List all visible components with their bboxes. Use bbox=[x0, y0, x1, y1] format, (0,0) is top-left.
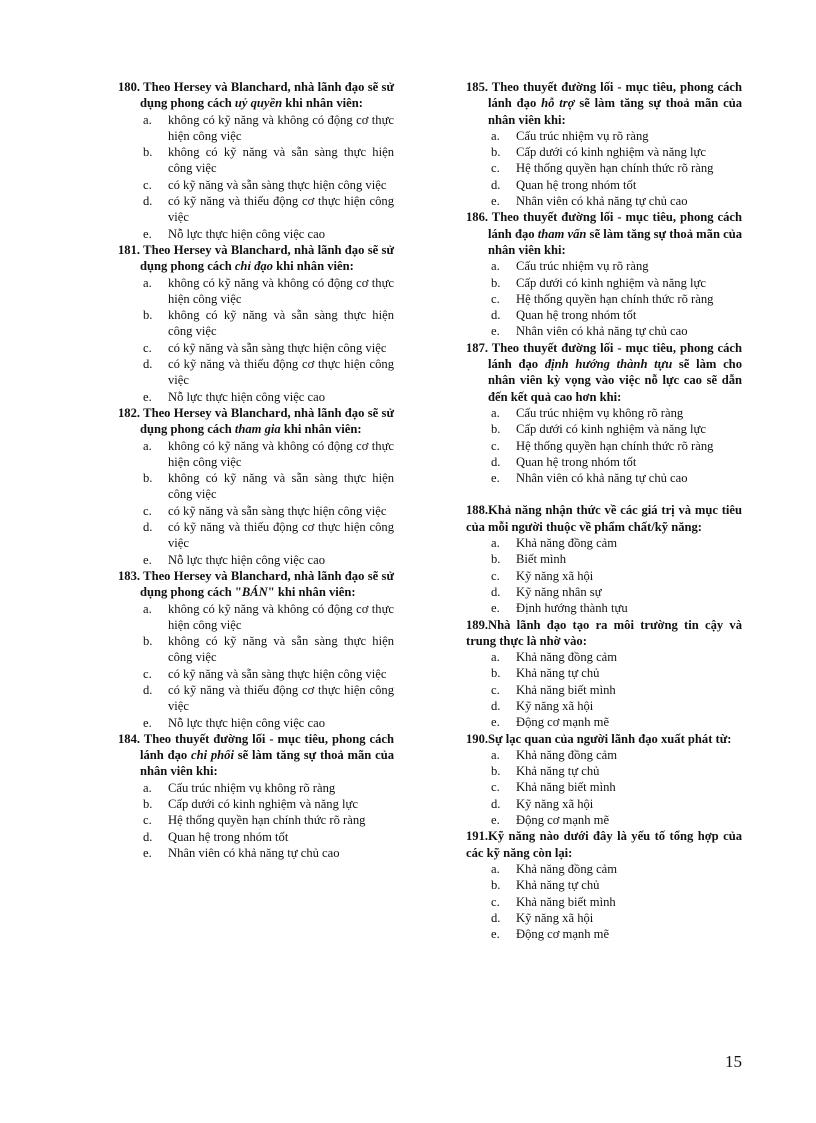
option-text: không có kỹ năng và sẵn sàng thực hiện công việc bbox=[168, 471, 394, 502]
answer-option bbox=[466, 812, 742, 828]
question-block bbox=[466, 209, 742, 339]
answer-option bbox=[118, 633, 394, 666]
option-letter: a. bbox=[491, 405, 500, 420]
option-letter: b. bbox=[143, 471, 153, 486]
question-text bbox=[118, 731, 394, 780]
answer-option bbox=[466, 144, 742, 160]
option-letter: d. bbox=[143, 520, 153, 535]
option-text: Khả năng tự chủ bbox=[516, 764, 600, 779]
answer-option bbox=[466, 177, 742, 193]
question-block bbox=[466, 502, 742, 616]
question-number: 180. bbox=[118, 80, 141, 94]
answer-option bbox=[118, 780, 394, 796]
question-emphasis: BÁN bbox=[241, 585, 268, 600]
answer-option bbox=[118, 226, 394, 242]
option-text: Nhân viên có khả năng tự chủ cao bbox=[516, 471, 688, 486]
option-letter: e. bbox=[143, 226, 152, 241]
option-text: Hệ thống quyền hạn chính thức rõ ràng bbox=[516, 161, 714, 176]
question-block bbox=[118, 242, 394, 405]
option-letter: a. bbox=[491, 861, 500, 876]
answer-option bbox=[118, 193, 394, 226]
option-text: có kỹ năng và thiếu động cơ thực hiện công việc bbox=[168, 520, 394, 551]
option-text: Khả năng tự chủ bbox=[516, 666, 600, 681]
question-stem: Sự lạc quan của người lãnh đạo xuất phát từ: bbox=[488, 731, 732, 746]
option-text: Cấp dưới có kinh nghiệm và năng lực bbox=[516, 275, 706, 290]
question-emphasis: định hướng thành tựu bbox=[544, 357, 673, 372]
option-letter: e. bbox=[143, 389, 152, 404]
question-number: 190. bbox=[466, 731, 489, 746]
answer-option bbox=[466, 796, 742, 812]
answer-option bbox=[466, 551, 742, 567]
option-letter: d. bbox=[491, 454, 501, 469]
answer-option bbox=[118, 438, 394, 471]
option-text: Hệ thống quyền hạn chính thức rõ ràng bbox=[516, 291, 714, 306]
question-block bbox=[466, 340, 742, 487]
question-block bbox=[118, 731, 394, 861]
option-letter: c. bbox=[143, 503, 152, 518]
option-text: Kỹ năng xã hội bbox=[516, 698, 594, 713]
question-stem: Kỹ năng nào dưới đây là yếu tố tổng hợp của các kỹ năng còn lại: bbox=[466, 829, 742, 860]
answer-option bbox=[466, 470, 742, 486]
option-letter: e. bbox=[491, 813, 500, 828]
answer-option bbox=[118, 812, 394, 828]
option-text: Khả năng đồng cảm bbox=[516, 536, 618, 551]
question-text bbox=[466, 617, 742, 650]
question-number: 188. bbox=[466, 503, 489, 518]
option-letter: e. bbox=[143, 715, 152, 730]
question-stem: Khả năng nhận thức về các giá trị và mục tiêu của mỗi người thuộc về phẩm chất/kỹ năng: bbox=[466, 503, 742, 534]
option-letter: c. bbox=[491, 438, 500, 453]
option-letter: b. bbox=[491, 666, 501, 681]
option-text: Kỹ năng xã hội bbox=[516, 910, 594, 925]
question-stem: Theo Hersey và Blanchard, nhà lãnh đạo sẽ sử dụng phong cách bbox=[140, 80, 395, 111]
option-text: Động cơ mạnh mẽ bbox=[516, 715, 610, 730]
option-letter: c. bbox=[491, 682, 500, 697]
option-text: Cấu trúc nhiệm vụ không rõ ràng bbox=[516, 405, 684, 420]
answer-option bbox=[118, 275, 394, 308]
answer-option bbox=[466, 747, 742, 763]
option-text: Cấu trúc nhiệm vụ không rõ ràng bbox=[168, 780, 336, 795]
option-text: Định hướng thành tựu bbox=[516, 601, 628, 616]
option-letter: c. bbox=[491, 894, 500, 909]
question-stem: Theo Hersey và Blanchard, nhà lãnh đạo sẽ sử dụng phong cách bbox=[140, 242, 395, 274]
question-block bbox=[118, 405, 394, 568]
option-text: có kỹ năng và thiếu động cơ thực hiện công việc bbox=[168, 357, 394, 388]
question-stem: Nhà lãnh đạo tạo ra môi trường tin cậy và trung thực là nhờ vào: bbox=[466, 617, 742, 648]
option-letter: a. bbox=[491, 650, 500, 665]
answer-option bbox=[118, 666, 394, 682]
question-number: 187. bbox=[466, 340, 489, 355]
answer-option bbox=[466, 258, 742, 274]
answer-option bbox=[466, 698, 742, 714]
question-stem-end: sẽ làm tăng sự thoả mãn của nhân viên khi: bbox=[140, 748, 394, 779]
option-text: Khả năng biết mình bbox=[516, 682, 616, 697]
question-number: 186. bbox=[466, 210, 489, 225]
question-stem: Theo Hersey và Blanchard, nhà lãnh đạo sẽ sử dụng phong cách bbox=[140, 405, 395, 437]
answer-option bbox=[118, 112, 394, 145]
option-text: Kỹ năng xã hội bbox=[516, 568, 594, 583]
option-letter: b. bbox=[491, 878, 501, 893]
question-number: 181. bbox=[118, 242, 141, 257]
option-text: Động cơ mạnh mẽ bbox=[516, 927, 610, 942]
answer-option bbox=[466, 438, 742, 454]
option-text: không có kỹ năng và sẵn sàng thực hiện công việc bbox=[168, 634, 394, 665]
answer-option bbox=[466, 649, 742, 665]
answer-option bbox=[118, 519, 394, 552]
question-block bbox=[466, 828, 742, 942]
option-text: Khả năng tự chủ bbox=[516, 878, 600, 893]
option-letter: a. bbox=[491, 259, 500, 274]
answer-option bbox=[466, 323, 742, 339]
answer-option bbox=[466, 861, 742, 877]
answer-option bbox=[466, 763, 742, 779]
option-text: Nỗ lực thực hiện công việc cao bbox=[168, 226, 326, 241]
option-letter: a. bbox=[491, 747, 500, 762]
answer-option bbox=[466, 779, 742, 795]
option-letter: b. bbox=[491, 764, 501, 779]
spacer bbox=[466, 486, 742, 502]
answer-option bbox=[466, 894, 742, 910]
answer-option bbox=[118, 829, 394, 845]
option-letter: a. bbox=[143, 601, 152, 616]
question-text bbox=[466, 209, 742, 258]
option-text: Khả năng đồng cảm bbox=[516, 861, 618, 876]
option-text: Quan hệ trong nhóm tốt bbox=[516, 308, 637, 323]
option-letter: a. bbox=[143, 438, 152, 453]
question-text bbox=[118, 242, 394, 275]
answer-option bbox=[466, 877, 742, 893]
question-stem: Theo Hersey và Blanchard, nhà lãnh đạo sẽ sử dụng phong cách " bbox=[140, 568, 395, 600]
option-text: Động cơ mạnh mẽ bbox=[516, 813, 610, 828]
answer-option bbox=[118, 389, 394, 405]
option-text: Nhân viên có khả năng tự chủ cao bbox=[168, 845, 340, 860]
option-letter: b. bbox=[143, 797, 153, 812]
question-text bbox=[466, 340, 742, 405]
answer-option bbox=[466, 291, 742, 307]
left-column bbox=[118, 79, 394, 861]
option-text: không có kỹ năng và sẵn sàng thực hiện công việc bbox=[168, 145, 394, 176]
question-text bbox=[466, 79, 742, 128]
option-text: có kỹ năng và thiếu động cơ thực hiện công việc bbox=[168, 682, 394, 714]
option-letter: a. bbox=[143, 112, 152, 127]
question-stem: Theo thuyết đường lối - mục tiêu, phong cách lánh đạo bbox=[488, 210, 743, 241]
answer-option bbox=[466, 535, 742, 551]
right-column bbox=[466, 79, 742, 942]
option-letter: d. bbox=[491, 308, 501, 323]
option-text: Quan hệ trong nhóm tốt bbox=[516, 454, 637, 469]
answer-option bbox=[118, 845, 394, 861]
option-text: Cấu trúc nhiệm vụ rõ ràng bbox=[516, 259, 649, 274]
question-stem-end: " khi nhân viên: bbox=[267, 585, 356, 600]
option-letter: c. bbox=[143, 666, 152, 681]
question-stem-end: khi nhân viên: bbox=[280, 422, 362, 437]
question-block bbox=[466, 617, 742, 731]
question-number: 189. bbox=[466, 617, 489, 632]
answer-option bbox=[466, 160, 742, 176]
option-letter: a. bbox=[143, 275, 152, 290]
option-letter: e. bbox=[491, 715, 500, 730]
question-stem-end: khi nhân viên: bbox=[282, 96, 363, 111]
answer-option bbox=[118, 503, 394, 519]
option-text: Nỗ lực thực hiện công việc cao bbox=[168, 389, 326, 404]
option-text: không có kỹ năng và không có động cơ thực hiện công việc bbox=[168, 601, 394, 632]
question-stem: Theo thuyết đường lối - mục tiêu, phong cách lánh đạo bbox=[140, 731, 395, 763]
question-number: 182. bbox=[118, 405, 141, 420]
option-text: không có kỹ năng và không có động cơ thực hiện công việc bbox=[168, 112, 394, 143]
answer-option bbox=[466, 275, 742, 291]
option-letter: d. bbox=[143, 357, 153, 372]
option-letter: d. bbox=[143, 829, 153, 844]
question-block bbox=[118, 568, 394, 731]
option-letter: b. bbox=[491, 145, 501, 160]
option-letter: c. bbox=[491, 568, 500, 583]
answer-option bbox=[466, 568, 742, 584]
option-letter: c. bbox=[491, 161, 500, 176]
question-number: 185. bbox=[466, 80, 489, 94]
option-letter: c. bbox=[143, 813, 152, 828]
question-stem-end: sẽ làm cho nhân viên kỳ vọng vào việc nỗ lực cao sẽ dẫn đến kết quả cao hơn khi: bbox=[488, 357, 742, 404]
option-text: không có kỹ năng và sẵn sàng thực hiện công việc bbox=[168, 308, 394, 339]
question-block bbox=[118, 79, 394, 242]
option-text: Quan hệ trong nhóm tốt bbox=[168, 829, 289, 844]
option-text: có kỹ năng và sẵn sàng thực hiện công việc bbox=[168, 503, 387, 518]
option-text: có kỹ năng và sẵn sàng thực hiện công việc bbox=[168, 666, 387, 681]
answer-option bbox=[118, 715, 394, 731]
option-text: Hệ thống quyền hạn chính thức rõ ràng bbox=[168, 813, 366, 828]
question-text bbox=[466, 731, 742, 747]
option-letter: e. bbox=[143, 552, 152, 567]
question-stem: Theo thuyết đường lối - mục tiêu, phong cách lánh đạo bbox=[488, 80, 743, 111]
option-letter: a. bbox=[143, 780, 152, 795]
answer-option bbox=[466, 682, 742, 698]
question-block bbox=[466, 731, 742, 829]
question-text bbox=[118, 405, 394, 438]
answer-option bbox=[466, 454, 742, 470]
option-text: Cấp dưới có kinh nghiệm và năng lực bbox=[168, 797, 358, 812]
answer-option bbox=[466, 910, 742, 926]
option-text: Kỹ năng nhân sự bbox=[516, 584, 602, 599]
question-emphasis: uỷ quyền bbox=[234, 96, 283, 111]
option-letter: b. bbox=[491, 422, 501, 437]
option-text: Cấp dưới có kinh nghiệm và năng lực bbox=[516, 422, 706, 437]
option-letter: d. bbox=[491, 177, 501, 192]
option-text: không có kỹ năng và không có động cơ thực hiện công việc bbox=[168, 275, 394, 306]
option-text: có kỹ năng và sẵn sàng thực hiện công việc bbox=[168, 177, 387, 192]
question-text bbox=[118, 79, 394, 112]
answer-option bbox=[118, 796, 394, 812]
option-letter: d. bbox=[491, 796, 501, 811]
option-text: Khả năng biết mình bbox=[516, 894, 616, 909]
answer-option bbox=[466, 307, 742, 323]
answer-option bbox=[466, 926, 742, 942]
option-letter: d. bbox=[491, 910, 501, 925]
option-letter: c. bbox=[143, 177, 152, 192]
option-letter: c. bbox=[491, 291, 500, 306]
option-letter: b. bbox=[143, 634, 153, 649]
answer-option bbox=[118, 470, 394, 503]
option-letter: a. bbox=[491, 128, 500, 143]
option-text: Khả năng biết mình bbox=[516, 780, 616, 795]
question-stem-end: sẽ làm tăng sự thoả mãn của nhân viên khi: bbox=[488, 226, 743, 257]
option-text: Khả năng đồng cảm bbox=[516, 747, 618, 762]
option-letter: b. bbox=[143, 308, 153, 323]
option-letter: d. bbox=[491, 698, 501, 713]
option-letter: b. bbox=[491, 275, 501, 290]
option-letter: c. bbox=[143, 340, 152, 355]
option-text: có kỹ năng và sẵn sàng thực hiện công việc bbox=[168, 340, 387, 355]
answer-option bbox=[466, 128, 742, 144]
question-text bbox=[466, 502, 742, 535]
option-letter: b. bbox=[491, 552, 501, 567]
option-letter: d. bbox=[491, 584, 501, 599]
question-stem-end: sẽ làm tăng sự thoả mãn của nhân viên khi: bbox=[488, 96, 743, 127]
option-text: Biết mình bbox=[516, 552, 567, 567]
question-text bbox=[118, 568, 394, 601]
answer-option bbox=[466, 600, 742, 616]
option-letter: e. bbox=[491, 324, 500, 339]
answer-option bbox=[466, 665, 742, 681]
answer-option bbox=[118, 144, 394, 177]
option-text: Nhân viên có khả năng tự chủ cao bbox=[516, 194, 688, 209]
question-block bbox=[466, 79, 742, 209]
option-letter: e. bbox=[491, 471, 500, 486]
question-emphasis: chỉ đạo bbox=[234, 259, 273, 274]
question-stem: Theo thuyết đường lối - mục tiêu, phong cách lánh đạo bbox=[488, 340, 743, 372]
answer-option bbox=[466, 584, 742, 600]
answer-option bbox=[118, 307, 394, 340]
question-number: 191. bbox=[466, 829, 489, 844]
answer-option bbox=[118, 177, 394, 193]
question-emphasis: hỗ trợ bbox=[541, 96, 575, 111]
question-text bbox=[466, 828, 742, 861]
option-text: Cấp dưới có kinh nghiệm và năng lực bbox=[516, 145, 706, 160]
option-letter: b. bbox=[143, 145, 153, 160]
option-text: Hệ thống quyền hạn chính thức rõ ràng bbox=[516, 438, 714, 453]
question-emphasis: tham vấn bbox=[537, 226, 587, 241]
answer-option bbox=[466, 421, 742, 437]
answer-option bbox=[118, 340, 394, 356]
option-letter: e. bbox=[491, 601, 500, 616]
answer-option bbox=[118, 552, 394, 568]
answer-option bbox=[466, 405, 742, 421]
option-text: Kỹ năng xã hội bbox=[516, 796, 594, 811]
answer-option bbox=[118, 356, 394, 389]
question-stem-end: khi nhân viên: bbox=[272, 259, 354, 274]
question-emphasis: tham gia bbox=[234, 422, 281, 437]
question-emphasis: chi phối bbox=[190, 748, 234, 763]
option-text: Nhân viên có khả năng tự chủ cao bbox=[516, 324, 688, 339]
option-letter: d. bbox=[143, 194, 153, 209]
answer-option bbox=[466, 193, 742, 209]
option-letter: d. bbox=[143, 682, 153, 697]
option-text: Khả năng đồng cảm bbox=[516, 650, 618, 665]
page-number: 15 bbox=[725, 1052, 742, 1071]
option-letter: e. bbox=[491, 194, 500, 209]
question-number: 184. bbox=[118, 731, 141, 746]
option-text: không có kỹ năng và không có động cơ thực hiện công việc bbox=[168, 438, 394, 469]
option-text: Quan hệ trong nhóm tốt bbox=[516, 177, 637, 192]
option-letter: e. bbox=[143, 845, 152, 860]
option-text: có kỹ năng và thiếu động cơ thực hiện công việc bbox=[168, 194, 394, 225]
answer-option bbox=[118, 682, 394, 715]
answer-option bbox=[466, 714, 742, 730]
option-text: Nỗ lực thực hiện công việc cao bbox=[168, 552, 326, 567]
question-number: 183. bbox=[118, 568, 141, 583]
option-text: Nỗ lực thực hiện công việc cao bbox=[168, 715, 326, 730]
option-letter: e. bbox=[491, 927, 500, 942]
option-letter: a. bbox=[491, 536, 500, 551]
answer-option bbox=[118, 601, 394, 634]
option-text: Cấu trúc nhiệm vụ rõ ràng bbox=[516, 128, 649, 143]
option-letter: c. bbox=[491, 780, 500, 795]
